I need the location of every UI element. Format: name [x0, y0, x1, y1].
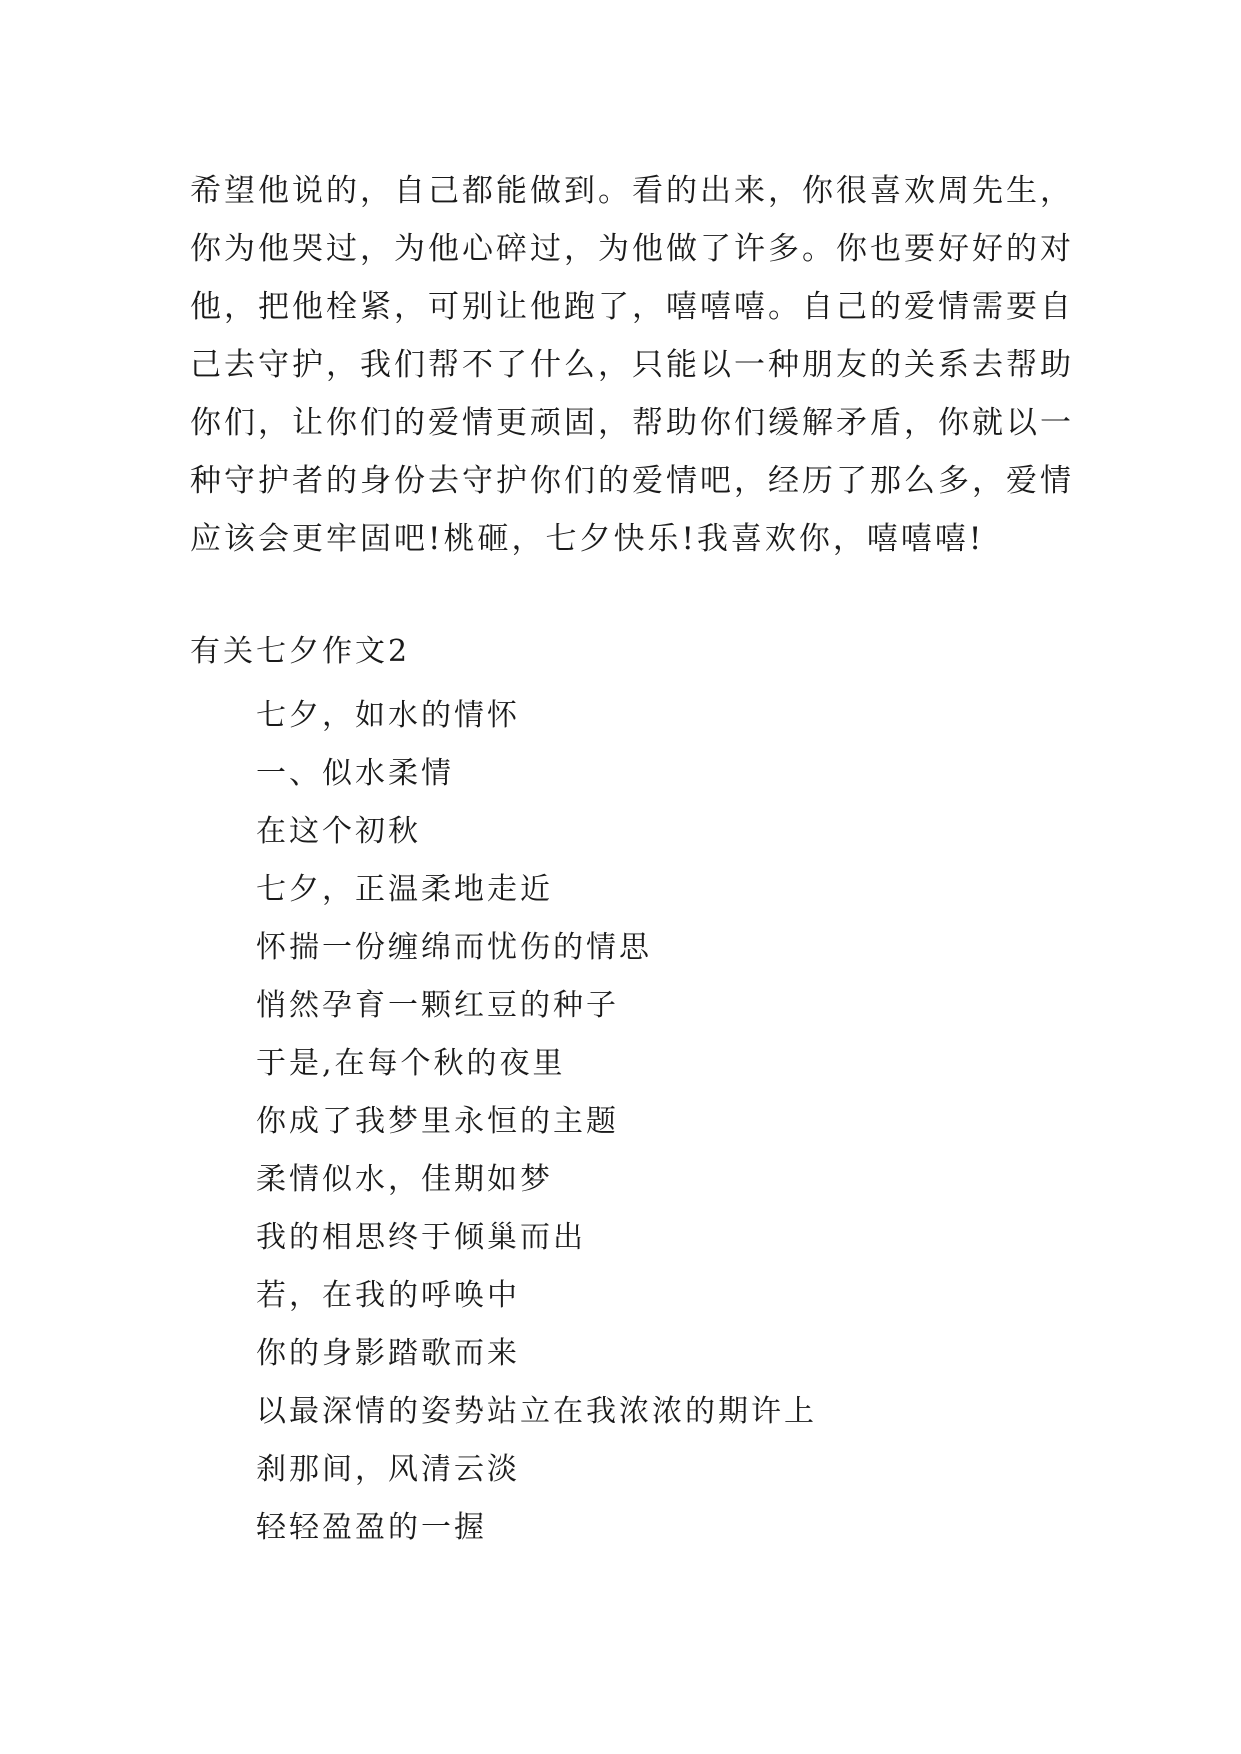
poem-line: 我的相思终于倾巢而出 — [256, 1220, 586, 1255]
body-paragraph — [190, 162, 1074, 568]
poem-line: 于是,在每个秋的夜里 — [256, 1046, 566, 1081]
poem-line: 你的身影踏歌而来 — [256, 1336, 520, 1371]
poem-line: 以最深情的姿势站立在我浓浓的期许上 — [256, 1394, 817, 1429]
poem-line: 一、似水柔情 — [256, 756, 454, 791]
poem-line: 七夕，如水的情怀 — [256, 698, 520, 733]
paragraph-line: 种守护者的身份去守护你们的爱情吧，经历了那么多，爱情 — [190, 463, 1074, 499]
poem-line: 悄然孕育一颗红豆的种子 — [256, 988, 619, 1023]
poem-line: 在这个初秋 — [256, 814, 421, 849]
paragraph-line: 他，把他栓紧，可别让他跑了，嘻嘻嘻。自己的爱情需要自 — [190, 289, 1074, 325]
poem-line: 柔情似水，佳期如梦 — [256, 1162, 553, 1197]
paragraph-line: 希望他说的，自己都能做到。看的出来，你很喜欢周先生， — [190, 173, 1074, 209]
poem-line: 轻轻盈盈的一握 — [256, 1510, 487, 1545]
poem-line: 刹那间，风清云淡 — [256, 1452, 520, 1487]
paragraph-line: 你为他哭过，为他心碎过，为他做了许多。你也要好好的对 — [190, 231, 1074, 267]
poem-body — [256, 687, 1056, 1557]
section-heading: 有关七夕作文2 — [190, 634, 411, 669]
paragraph-line: 你们，让你们的爱情更顽固，帮助你们缓解矛盾，你就以一 — [190, 405, 1074, 441]
paragraph-line: 应该会更牢固吧!桃砸，七夕快乐!我喜欢你，嘻嘻嘻! — [190, 521, 985, 557]
poem-line: 你成了我梦里永恒的主题 — [256, 1104, 619, 1139]
poem-line: 怀揣一份缠绵而忧伤的情思 — [256, 930, 652, 965]
poem-line: 七夕，正温柔地走近 — [256, 872, 553, 907]
poem-line: 若，在我的呼唤中 — [256, 1278, 520, 1313]
paragraph-line: 己去守护，我们帮不了什么，只能以一种朋友的关系去帮助 — [190, 347, 1074, 383]
